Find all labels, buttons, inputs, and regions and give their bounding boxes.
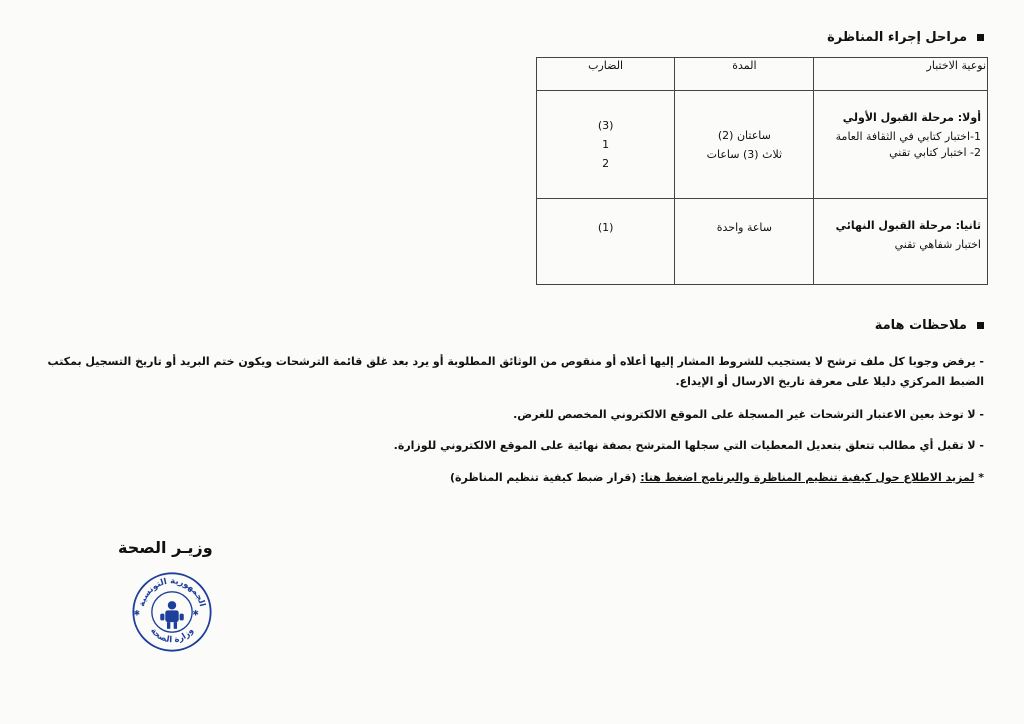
header-duration: المدة (675, 58, 814, 91)
coefficient-value: 1 (602, 138, 610, 151)
duration-value: ثلاث (3) ساعات (706, 147, 783, 161)
coefficient-value: 2 (602, 157, 610, 170)
duration-value: ساعتان (2) (717, 128, 771, 142)
cell-test-type (814, 91, 988, 199)
svg-text:✱: ✱ (133, 608, 141, 618)
table-row (537, 91, 988, 199)
minister-signature-title: وزيـر الصحة (118, 538, 213, 557)
table-row (537, 199, 988, 285)
table-header-row (537, 58, 988, 91)
duration-value: ساعة واحدة (716, 221, 772, 234)
cell-test-type (814, 199, 988, 285)
note-item: - لا تقبل أي مطالب تتعلق بتعديل المعطيات التي سجلها المترشح بصفة نهائية على الموقع الالكتروني للوزارة. (393, 439, 984, 452)
note-star: * (974, 471, 984, 484)
section-title-text: مراحل إجراء المناظرة (827, 30, 967, 45)
note-item (34, 468, 984, 488)
cell-duration (675, 199, 814, 285)
header-coefficient: الضارب (537, 58, 675, 91)
note-item: - يرفض وجوبا كل ملف ترشح لا يستجيب للشروط المشار إليها أعلاه أو منقوص من الوثائق المطلوبة أو يرد بعد غلق قائمة الترشحات ويكون ختم البريد أو تاريخ التسجيل بمكتب الضبط المركزي دليلا على معرفة تاريخ الارسال أو الإيداع. (47, 355, 984, 388)
cell-duration (675, 91, 814, 199)
header-test-type: نوعية الاختبار (814, 58, 988, 91)
cell-coefficient (537, 199, 675, 285)
bullet-icon (977, 34, 984, 41)
bullet-icon (977, 322, 984, 329)
section-title-important-notes (875, 318, 984, 333)
test-item: 1-اختبار كتابي في الثقافة العامة (835, 130, 981, 143)
svg-text:✱: ✱ (192, 608, 199, 618)
program-link[interactable]: لمزيد الاطلاع حول كيفية تنظيم المناظرة والبرنامج اضغط هنا: (640, 471, 975, 484)
coefficient-value: (1) (597, 221, 614, 234)
svg-text:وزارة الصحة: وزارة الصحة (148, 625, 196, 645)
cell-coefficient (537, 91, 675, 199)
stage-title: أولا: مرحلة القبول الأولي (842, 111, 981, 124)
coefficient-value: (3) (597, 119, 614, 132)
exam-stages-table (536, 57, 988, 285)
section-title-exam-stages (827, 30, 984, 45)
stage-title: ثانيا: مرحلة القبول النهائي (835, 219, 981, 232)
note-item: - لا توخذ بعين الاعتبار الترشحات غير المسجلة على الموقع الالكتروني المخصص للغرض. (513, 408, 984, 421)
test-item: اختبار شفاهي تقني (894, 238, 981, 251)
ministry-seal-stamp (130, 570, 214, 654)
decree-reference: (قرار ضبط كيفية تنظيم المناظرة) (449, 471, 641, 484)
section-title-text: ملاحظات هامة (874, 318, 967, 333)
test-item: 2- اختبار كتابي تقني (889, 146, 981, 159)
svg-text:الجمهورية التونسية: الجمهورية التونسية (136, 575, 208, 608)
